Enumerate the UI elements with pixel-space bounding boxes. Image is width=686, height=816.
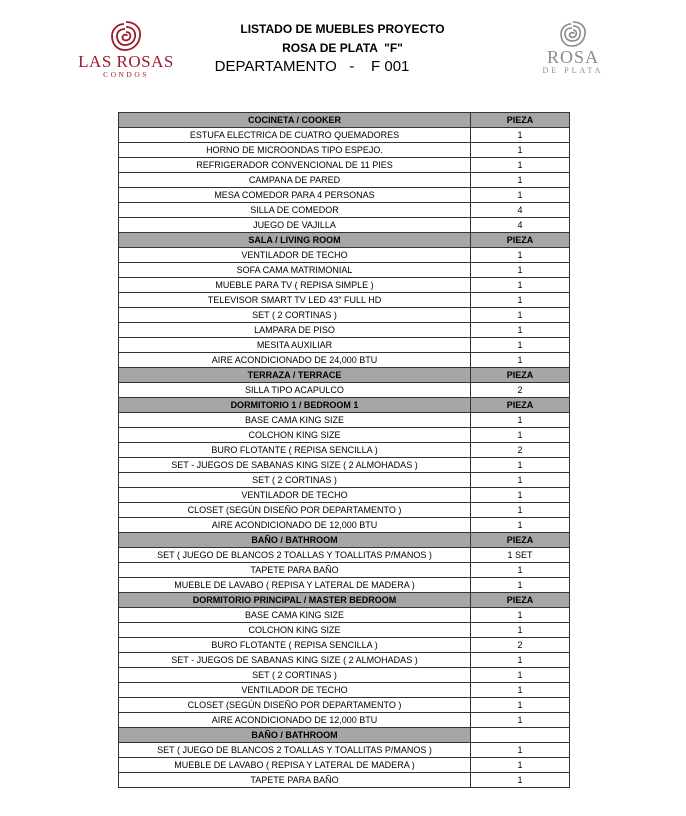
table-row (119, 428, 570, 443)
project-name: ROSA DE PLATA "F" (282, 41, 403, 55)
table-row (119, 383, 570, 398)
table-row (119, 518, 570, 533)
table-row (119, 713, 570, 728)
item-quantity: 1 (471, 608, 570, 623)
table-row (119, 338, 570, 353)
table-row (119, 578, 570, 593)
item-quantity: 1 (471, 188, 570, 203)
item-name: AIRE ACONDICIONADO DE 24,000 BTU (119, 353, 471, 368)
table-row (119, 458, 570, 473)
las-rosas-logo (70, 20, 182, 82)
qty-column-header: PIEZA (471, 113, 570, 128)
table-row (119, 188, 570, 203)
section-header-row (119, 533, 570, 548)
rose-icon (109, 20, 143, 52)
table-row (119, 173, 570, 188)
item-quantity: 1 (471, 473, 570, 488)
item-name: BASE CAMA KING SIZE (119, 608, 471, 623)
item-name: MUEBLE DE LAVABO ( REPISA Y LATERAL DE MADERA ) (119, 758, 471, 773)
item-quantity: 1 (471, 773, 570, 788)
item-quantity: 1 (471, 563, 570, 578)
item-name: MESA COMEDOR PARA 4 PERSONAS (119, 188, 471, 203)
item-quantity: 1 (471, 323, 570, 338)
item-quantity: 1 (471, 143, 570, 158)
item-quantity: 1 (471, 683, 570, 698)
item-name: COLCHON KING SIZE (119, 428, 471, 443)
item-quantity: 2 (471, 383, 570, 398)
item-name: SILLA TIPO ACAPULCO (119, 383, 471, 398)
item-name: MUEBLE DE LAVABO ( REPISA Y LATERAL DE MADERA ) (119, 578, 471, 593)
item-name: BURO FLOTANTE ( REPISA SENCILLA ) (119, 443, 471, 458)
item-name: MESITA AUXILIAR (119, 338, 471, 353)
item-quantity: 1 (471, 173, 570, 188)
table-row (119, 563, 570, 578)
table-row (119, 608, 570, 623)
table-row (119, 143, 570, 158)
table-row (119, 503, 570, 518)
table-row (119, 413, 570, 428)
table-row (119, 203, 570, 218)
item-quantity: 1 (471, 338, 570, 353)
item-quantity: 1 (471, 518, 570, 533)
item-quantity: 1 (471, 653, 570, 668)
item-name: REFRIGERADOR CONVENCIONAL DE 11 PIES (119, 158, 471, 173)
item-quantity: 2 (471, 443, 570, 458)
item-quantity: 1 (471, 293, 570, 308)
table-row (119, 773, 570, 788)
item-quantity: 1 (471, 758, 570, 773)
item-quantity: 1 SET (471, 548, 570, 563)
table-row (119, 443, 570, 458)
table-row (119, 263, 570, 278)
section-title: SALA / LIVING ROOM (119, 233, 471, 248)
item-name: CLOSET (SEGÚN DISEÑO POR DEPARTAMENTO ) (119, 503, 471, 518)
table-row (119, 293, 570, 308)
item-name: VENTILADOR DE TECHO (119, 488, 471, 503)
document-title: LISTADO DE MUEBLES PROYECTO (240, 22, 445, 36)
table-row (119, 323, 570, 338)
rosa-de-plata-logo (528, 20, 618, 84)
item-quantity: 1 (471, 428, 570, 443)
table-row (119, 623, 570, 638)
item-name: SET ( JUEGO DE BLANCOS 2 TOALLAS Y TOALLITAS P/MANOS ) (119, 743, 471, 758)
table-row (119, 278, 570, 293)
table-row (119, 488, 570, 503)
item-name: SET ( 2 CORTINAS ) (119, 473, 471, 488)
item-name: TAPETE PARA BAÑO (119, 773, 471, 788)
table-row (119, 158, 570, 173)
item-quantity: 1 (471, 128, 570, 143)
table-row (119, 758, 570, 773)
item-name: BASE CAMA KING SIZE (119, 413, 471, 428)
item-quantity: 1 (471, 158, 570, 173)
item-name: SET - JUEGOS DE SABANAS KING SIZE ( 2 ALMOHADAS ) (119, 653, 471, 668)
item-quantity: 2 (471, 638, 570, 653)
table-row (119, 668, 570, 683)
item-quantity: 1 (471, 503, 570, 518)
logo-left-subtitle: CONDOS (103, 70, 149, 79)
table-row (119, 128, 570, 143)
table-row (119, 218, 570, 233)
item-name: CAMPANA DE PARED (119, 173, 471, 188)
item-quantity: 1 (471, 458, 570, 473)
item-name: SET ( JUEGO DE BLANCOS 2 TOALLAS Y TOALLITAS P/MANOS ) (119, 548, 471, 563)
item-name: SET ( 2 CORTINAS ) (119, 668, 471, 683)
section-title: BAÑO / BATHROOM (119, 728, 471, 743)
item-name: AIRE ACONDICIONADO DE 12,000 BTU (119, 518, 471, 533)
section-header-row (119, 233, 570, 248)
section-header-row (119, 113, 570, 128)
item-name: TAPETE PARA BAÑO (119, 563, 471, 578)
item-name: VENTILADOR DE TECHO (119, 683, 471, 698)
table-row (119, 548, 570, 563)
item-name: VENTILADOR DE TECHO (119, 248, 471, 263)
table-row (119, 683, 570, 698)
section-title: COCINETA / COOKER (119, 113, 471, 128)
item-quantity: 1 (471, 263, 570, 278)
logo-left-name: LAS ROSAS (78, 52, 174, 71)
item-quantity: 4 (471, 218, 570, 233)
section-title: DORMITORIO PRINCIPAL / MASTER BEDROOM (119, 593, 471, 608)
item-name: BURO FLOTANTE ( REPISA SENCILLA ) (119, 638, 471, 653)
qty-column-header: PIEZA (471, 398, 570, 413)
section-header-row (119, 398, 570, 413)
item-name: AIRE ACONDICIONADO DE 12,000 BTU (119, 713, 471, 728)
item-name: TELEVISOR SMART TV LED 43" FULL HD (119, 293, 471, 308)
item-quantity: 1 (471, 413, 570, 428)
section-title: DORMITORIO 1 / BEDROOM 1 (119, 398, 471, 413)
item-name: SILLA DE COMEDOR (119, 203, 471, 218)
item-quantity: 1 (471, 668, 570, 683)
item-name: ESTUFA ELECTRICA DE CUATRO QUEMADORES (119, 128, 471, 143)
logo-right-name: ROSA (546, 47, 599, 67)
qty-column-header: PIEZA (471, 368, 570, 383)
item-name: COLCHON KING SIZE (119, 623, 471, 638)
item-quantity: 1 (471, 353, 570, 368)
table-row (119, 698, 570, 713)
item-quantity: 1 (471, 743, 570, 758)
section-header-row (119, 368, 570, 383)
item-quantity: 1 (471, 578, 570, 593)
item-name: SOFA CAMA MATRIMONIAL (119, 263, 471, 278)
item-quantity: 1 (471, 278, 570, 293)
item-quantity: 1 (471, 713, 570, 728)
rose-icon (558, 20, 588, 48)
logo-right-subtitle: DE PLATA (542, 66, 604, 75)
section-header-row (119, 728, 570, 743)
item-quantity: 1 (471, 488, 570, 503)
table-row (119, 353, 570, 368)
qty-column-header (471, 728, 570, 743)
item-name: CLOSET (SEGÚN DISEÑO POR DEPARTAMENTO ) (119, 698, 471, 713)
item-quantity: 1 (471, 248, 570, 263)
item-name: SET - JUEGOS DE SABANAS KING SIZE ( 2 ALMOHADAS ) (119, 458, 471, 473)
section-title: TERRAZA / TERRACE (119, 368, 471, 383)
section-header-row (119, 593, 570, 608)
item-name: LAMPARA DE PISO (119, 323, 471, 338)
qty-column-header: PIEZA (471, 533, 570, 548)
qty-column-header: PIEZA (471, 593, 570, 608)
item-quantity: 4 (471, 203, 570, 218)
table-row (119, 638, 570, 653)
item-name: SET ( 2 CORTINAS ) (119, 308, 471, 323)
item-quantity: 1 (471, 698, 570, 713)
apartment-label: DEPARTAMENTO - F 001 (214, 58, 410, 75)
item-quantity: 1 (471, 308, 570, 323)
item-name: HORNO DE MICROONDAS TIPO ESPEJO. (119, 143, 471, 158)
section-title: BAÑO / BATHROOM (119, 533, 471, 548)
table-row (119, 308, 570, 323)
item-name: MUEBLE PARA TV ( REPISA SIMPLE ) (119, 278, 471, 293)
table-row (119, 473, 570, 488)
table-row (119, 743, 570, 758)
furniture-inventory-table (118, 112, 570, 788)
table-row (119, 248, 570, 263)
item-quantity: 1 (471, 623, 570, 638)
qty-column-header: PIEZA (471, 233, 570, 248)
table-row (119, 653, 570, 668)
item-name: JUEGO DE VAJILLA (119, 218, 471, 233)
